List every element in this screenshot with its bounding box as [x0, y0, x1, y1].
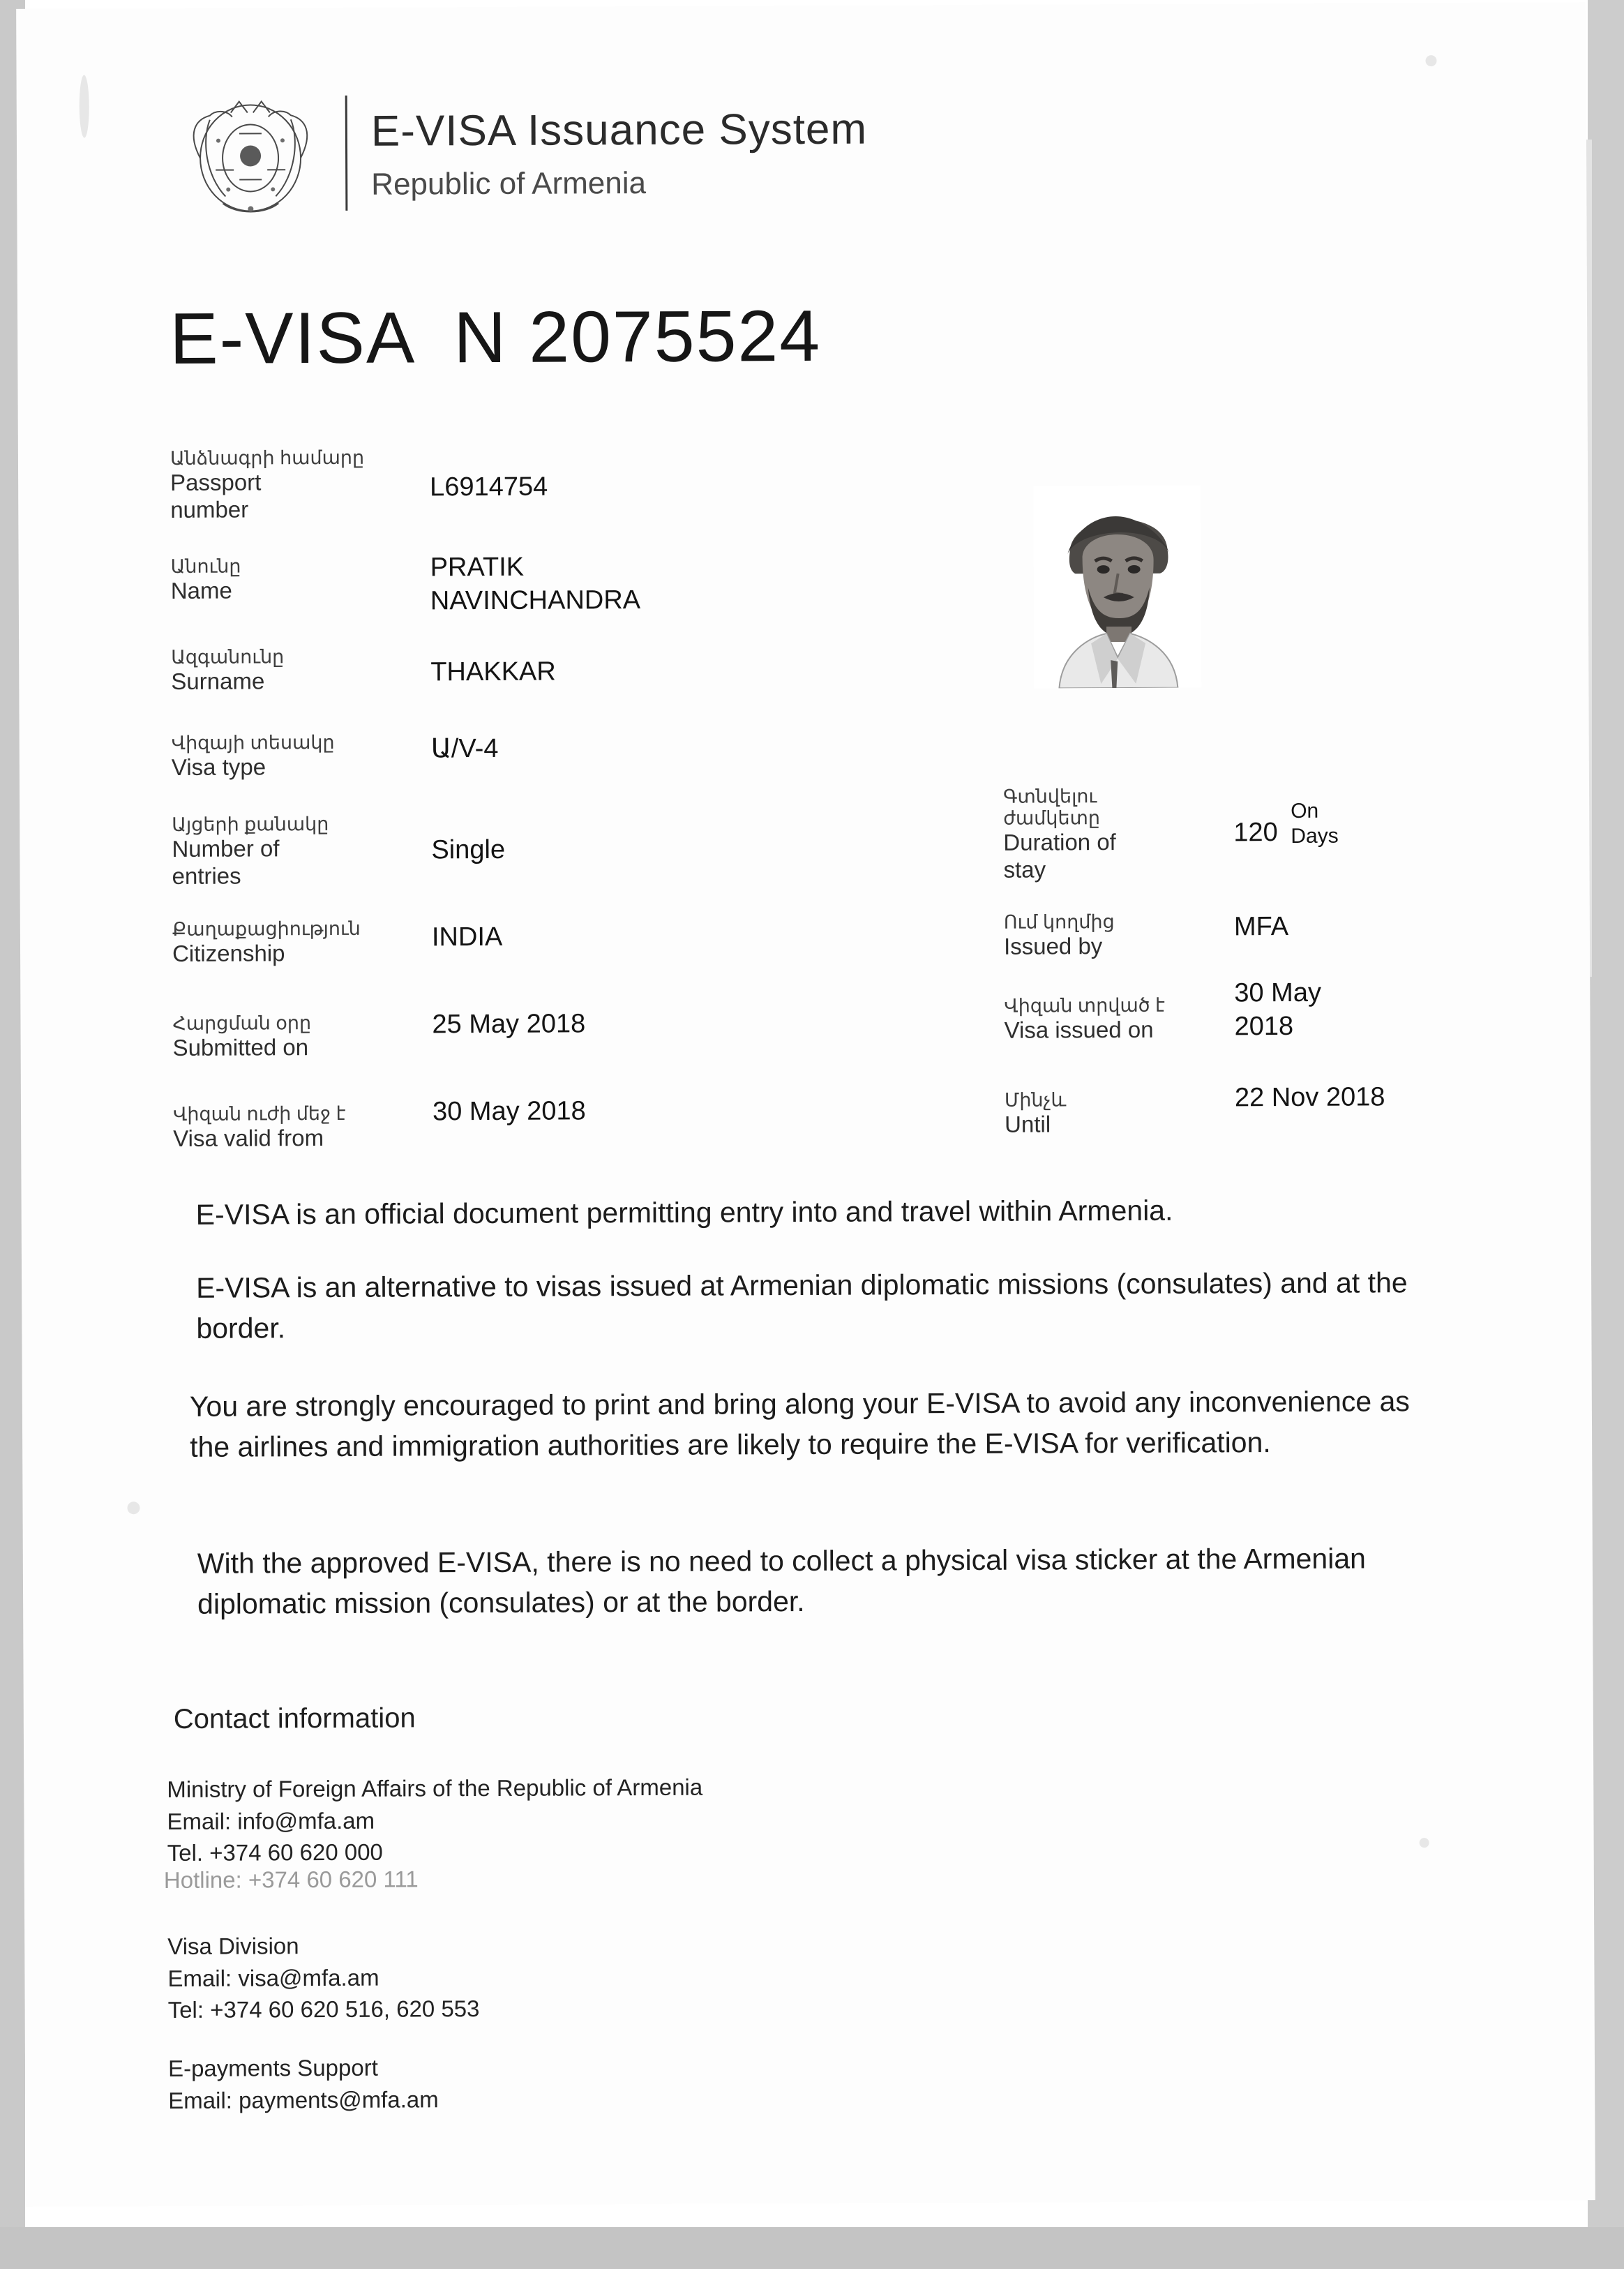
field-label-hy: Վիզայի տեսակը — [171, 731, 335, 754]
field-value-visa-type: Ա/V-4 — [430, 733, 499, 764]
paragraph-2: E-VISA is an alternative to visas issued at Armenian diplomatic missions (consulates) and at the border. — [196, 1266, 1408, 1345]
field-label-en: Citizenship — [172, 940, 285, 967]
header-divider — [345, 96, 348, 211]
field-value-visa-issued-on: 30 May 2018 — [1234, 978, 1322, 1041]
scan-artifact — [1420, 1838, 1429, 1848]
field-value-until: 22 Nov 2018 — [1234, 1082, 1385, 1113]
field-submitted-on — [172, 1012, 311, 1062]
field-value-issued-by: MFA — [1233, 911, 1289, 942]
armenian-coat-of-arms-icon — [167, 91, 335, 225]
field-label-hy: Քաղաքացիություն — [172, 918, 361, 940]
scan-bottom-margin — [0, 2227, 1624, 2269]
field-value-name: PRATIK NAVINCHANDRA — [430, 552, 641, 615]
field-surname — [171, 646, 284, 696]
field-visa-type — [172, 732, 335, 781]
field-visa-valid-from — [173, 1103, 346, 1153]
field-label-en: Until — [1005, 1111, 1051, 1137]
contact-information-title: Contact information — [173, 1702, 416, 1735]
scan-artifact — [1425, 55, 1436, 66]
field-visa-issued-on — [1004, 995, 1165, 1044]
field-name — [171, 556, 241, 605]
document-header — [167, 89, 868, 225]
field-label-en: Surname — [171, 668, 265, 695]
evisa-number: N 2075524 — [453, 295, 822, 379]
field-label-en: Visa valid from — [173, 1125, 324, 1152]
evisa-heading-label: E-VISA — [169, 297, 416, 380]
field-label-hy: Մինչև — [1004, 1089, 1067, 1111]
field-label-hy: Անձնագրի համարը — [170, 447, 365, 469]
contact-visa-division: Visa Division Email: visa@mfa.am Tel: +374 60 620 516, 620 553 — [167, 1933, 480, 2023]
field-label-en: Issued by — [1003, 933, 1103, 959]
field-label-hy: Հարցման օրը — [172, 1012, 312, 1034]
field-value-surname: THAKKAR — [430, 657, 556, 687]
field-unit-duration-of-stay: On Days — [1291, 799, 1339, 848]
app-subtitle: Republic of Armenia — [371, 165, 647, 202]
passport-photo — [1033, 486, 1201, 689]
field-value-citizenship: INDIA — [431, 922, 503, 952]
field-label-en: Number of entries — [172, 835, 280, 889]
contact-ministry-hotline: Hotline: +374 60 620 111 — [163, 1866, 419, 1894]
field-label-en: Name — [170, 577, 232, 604]
field-value-passport-number: L6914754 — [430, 472, 548, 502]
app-title: E-VISA Issuance System — [370, 105, 868, 156]
field-label-en: Passport number — [170, 469, 262, 523]
field-value-number-of-entries: Single — [431, 834, 506, 865]
contact-epayments: E-payments Support Email: payments@mfa.am — [167, 2054, 439, 2113]
field-label-en: Duration of stay — [1003, 829, 1116, 883]
field-label-hy: Ում կողմից — [1003, 911, 1115, 933]
field-citizenship — [172, 918, 361, 968]
field-label-hy: Գտնվելու ժամկետը — [1003, 786, 1101, 829]
field-label-hy: Անունը — [170, 555, 241, 577]
field-value-submitted-on: 25 May 2018 — [432, 1009, 586, 1040]
field-until — [1005, 1089, 1067, 1138]
paragraph-1: E-VISA is an official document permitting entry into and travel within Armenia. — [195, 1194, 1173, 1231]
field-label-hy: Վիզան ուժի մեջ է — [172, 1102, 346, 1125]
field-duration-of-stay — [1003, 786, 1116, 884]
contact-ministry: Ministry of Foreign Affairs of the Republic of Armenia Email: info@mfa.am Tel. +374 60 620 000 — [167, 1774, 703, 1866]
field-label-hy: Վիզան տրված է — [1004, 994, 1165, 1017]
document-sheet — [16, 2, 1595, 2207]
field-label-hy: Այցերի քանակը — [172, 813, 329, 835]
field-label-en: Submitted on — [172, 1034, 309, 1061]
paragraph-4: With the approved E-VISA, there is no need to collect a physical visa sticker at the Armenian diplomatic mission (consulates) or at the border. — [197, 1542, 1366, 1621]
field-number-of-entries — [172, 814, 329, 890]
page-title — [170, 295, 821, 381]
field-issued-by — [1004, 911, 1115, 961]
field-label-en: Visa type — [171, 754, 266, 781]
field-label-en: Visa issued on — [1004, 1016, 1154, 1043]
scan-artifact — [80, 75, 89, 137]
field-value-duration-of-stay: 120 — [1233, 818, 1278, 848]
field-passport-number — [170, 447, 365, 524]
field-value-visa-valid-from: 30 May 2018 — [432, 1096, 586, 1127]
field-label-hy: Ազգանունը — [171, 646, 285, 668]
scan-artifact — [127, 1502, 140, 1514]
paragraph-3: You are strongly encouraged to print and bring along your E-VISA to avoid any inconvenience as the airlines and immigration authorities are likely to require the E-VISA for verification. — [189, 1385, 1410, 1464]
